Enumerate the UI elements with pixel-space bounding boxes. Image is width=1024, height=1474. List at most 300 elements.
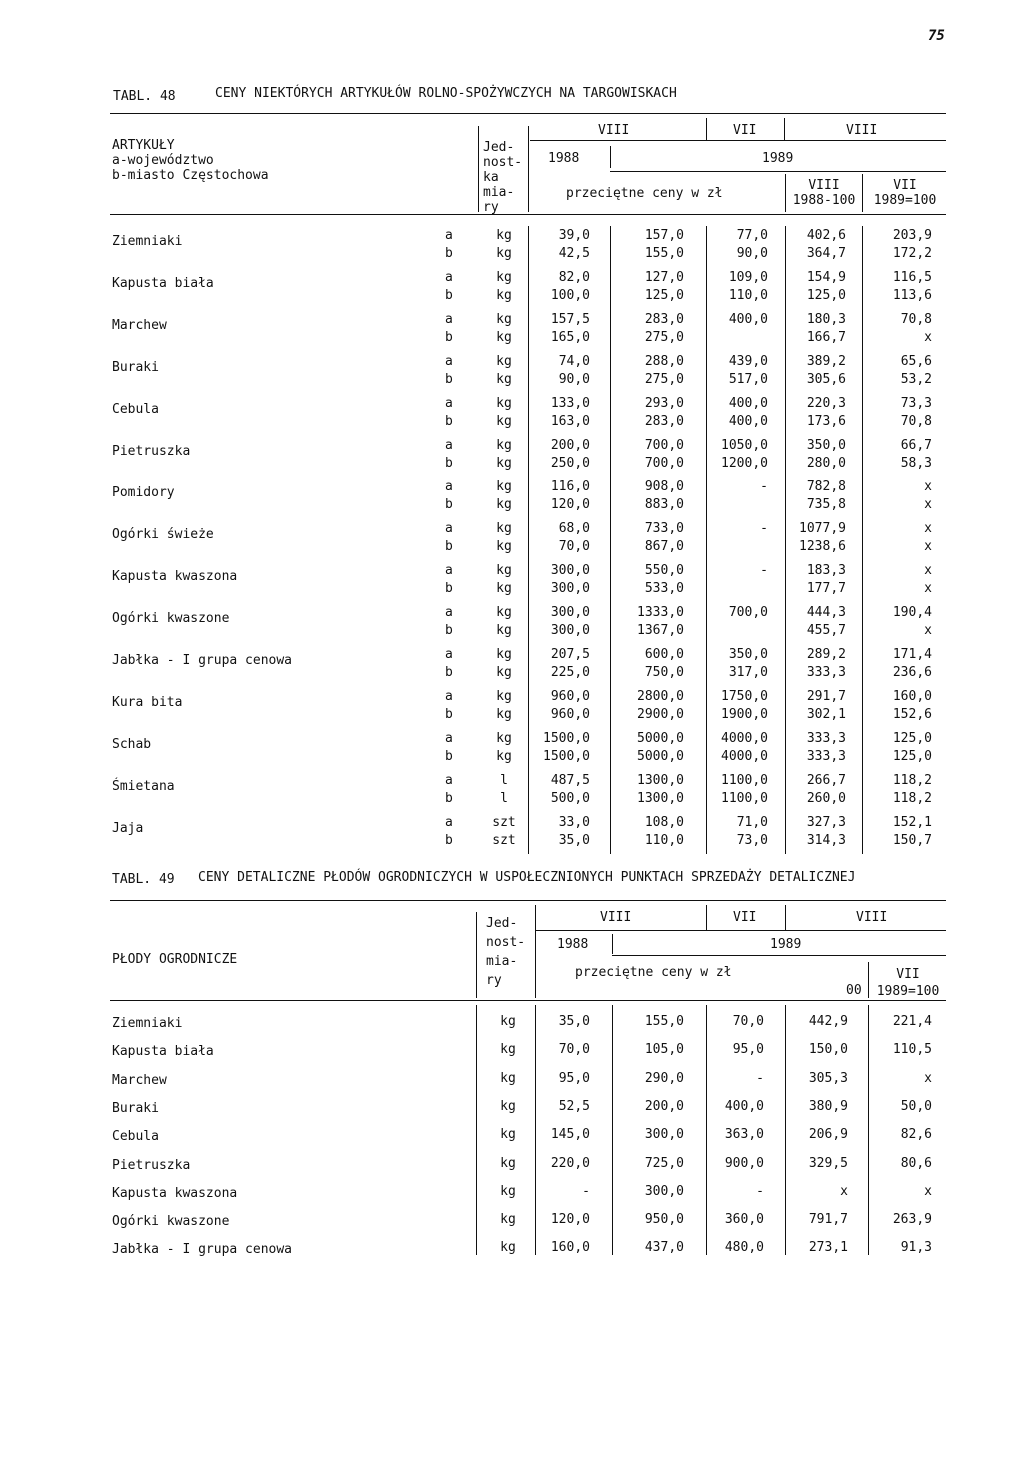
value-cell: 180,3 — [806, 311, 846, 327]
year-header: 1989 — [770, 937, 802, 952]
value-cell: 95,0 — [732, 1042, 764, 1058]
unit-cell: kg — [500, 1183, 516, 1199]
value-cell: 109,0 — [728, 269, 768, 285]
value-cell: 166,7 — [806, 329, 846, 345]
value-cell: 5000,0 — [637, 730, 684, 746]
row-name: Ogórki kwaszone — [112, 611, 230, 627]
unit-cell: kg — [500, 1212, 516, 1228]
value-cell: 439,0 — [728, 353, 768, 369]
table-48-label: TABL. 48 — [113, 89, 176, 104]
row-variant-a: a — [445, 563, 453, 579]
unit-cell: szt — [492, 832, 516, 848]
value-cell: 517,0 — [728, 371, 768, 387]
value-cell: 389,2 — [806, 353, 846, 369]
value-cell: 190,4 — [892, 605, 932, 621]
row-name: Jabłka - I grupa cenowa — [112, 653, 293, 668]
unit-cell: kg — [496, 605, 512, 621]
value-cell: 77,0 — [736, 228, 768, 243]
unit-cell: kg — [500, 1042, 516, 1058]
value-cell: 900,0 — [724, 1155, 764, 1171]
month-header: VIII — [598, 123, 630, 138]
value-cell: 291,7 — [806, 688, 846, 704]
value-cell: 360,0 — [724, 1212, 764, 1228]
value-cell: x — [924, 563, 932, 579]
value-cell: 91,3 — [900, 1240, 932, 1256]
value-cell: - — [760, 479, 768, 495]
value-cell: 960,0 — [550, 706, 590, 722]
value-cell: 273,1 — [808, 1240, 848, 1256]
value-cell: 116,0 — [550, 479, 590, 495]
value-cell: 908,0 — [644, 479, 684, 495]
value-cell: 1750,0 — [721, 688, 768, 704]
value-cell: 200,0 — [644, 1098, 684, 1114]
value-cell: 165,0 — [550, 329, 590, 345]
value-cell: 293,0 — [644, 395, 684, 411]
value-cell: 305,3 — [808, 1070, 848, 1086]
value-cell: x — [924, 521, 932, 537]
value-cell: 442,9 — [808, 1014, 848, 1029]
value-cell: 125,0 — [892, 730, 932, 746]
value-cell: 350,0 — [728, 647, 768, 662]
value-cell: 290,0 — [644, 1070, 684, 1086]
unit-cell: kg — [496, 437, 512, 453]
value-cell: 1200,0 — [721, 455, 768, 471]
row-name: Marchew — [112, 317, 167, 333]
table-48-title: CENY NIEKTÓRYCH ARTYKUŁÓW ROLNO-SPOŻYWCZYCH NA TARGOWISKACH — [215, 86, 677, 101]
unit-cell: kg — [500, 1127, 516, 1143]
value-cell: 1300,0 — [637, 772, 684, 788]
page-number: 75 — [928, 28, 945, 44]
value-cell: 35,0 — [558, 1014, 590, 1029]
row-name: Śmietana — [112, 778, 175, 794]
row-variant-a: a — [445, 395, 453, 411]
row-variant-a: a — [445, 647, 453, 662]
row-variant-b: b — [445, 665, 453, 680]
month-header: VIII — [846, 123, 878, 138]
row-variant-a: a — [445, 437, 453, 453]
value-cell: - — [756, 1183, 764, 1199]
value-cell: 155,0 — [644, 1014, 684, 1029]
value-cell: 120,0 — [550, 1212, 590, 1228]
index-header-1: VIII 1988-100 — [792, 178, 856, 208]
row-name: Pomidory — [112, 485, 175, 501]
value-cell: 791,7 — [808, 1212, 848, 1228]
value-cell: 300,0 — [644, 1183, 684, 1199]
value-cell: 118,2 — [892, 772, 932, 788]
value-cell: 70,8 — [900, 311, 932, 327]
value-cell: 90,0 — [736, 246, 768, 261]
unit-cell: kg — [496, 665, 512, 680]
value-cell: 1050,0 — [721, 437, 768, 453]
value-cell: 725,0 — [644, 1155, 684, 1171]
value-cell: 50,0 — [900, 1098, 932, 1114]
unit-cell: kg — [496, 706, 512, 722]
row-variant-b: b — [445, 790, 453, 806]
row-variant-a: a — [445, 521, 453, 537]
value-cell: x — [924, 539, 932, 555]
value-cell: 125,0 — [892, 748, 932, 764]
value-cell: 225,0 — [550, 665, 590, 680]
value-cell: 157,0 — [644, 228, 684, 243]
row-name: Jaja — [112, 820, 144, 836]
value-cell: 487,5 — [550, 772, 590, 788]
value-cell: 133,0 — [550, 395, 590, 411]
row-variant-b: b — [445, 287, 453, 303]
value-cell: 80,6 — [900, 1155, 932, 1171]
value-cell: 150,7 — [892, 832, 932, 848]
value-cell: x — [924, 623, 932, 639]
year-header: 1988 — [548, 151, 580, 166]
value-cell: 283,0 — [644, 311, 684, 327]
value-cell: 73,3 — [900, 395, 932, 411]
value-cell: 333,3 — [806, 748, 846, 764]
value-cell: - — [760, 521, 768, 537]
row-variant-a: a — [445, 688, 453, 704]
month-header: VIII — [856, 910, 888, 925]
value-cell: 782,8 — [806, 479, 846, 495]
row-name: Schab — [112, 736, 152, 752]
row-name: Marchew — [112, 1072, 167, 1088]
row-name: Kapusta kwaszona — [112, 1185, 238, 1201]
year-header: 1988 — [557, 937, 589, 952]
value-cell: 1367,0 — [637, 623, 684, 639]
unit-cell: kg — [496, 395, 512, 411]
value-cell: 400,0 — [728, 413, 768, 429]
value-cell: 206,9 — [808, 1127, 848, 1143]
col-unit-header: Jed- nost- mia- ry — [486, 916, 526, 988]
value-cell: 150,0 — [808, 1042, 848, 1058]
value-cell: 125,0 — [644, 287, 684, 303]
value-cell: 883,0 — [644, 497, 684, 513]
value-cell: 735,8 — [806, 497, 846, 513]
row-variant-a: a — [445, 269, 453, 285]
value-cell: 68,0 — [558, 521, 590, 537]
unit-cell: kg — [496, 748, 512, 764]
row-variant-a: a — [445, 814, 453, 830]
row-name: Kapusta biała — [112, 1044, 214, 1060]
row-variant-a: a — [445, 730, 453, 746]
row-variant-a: a — [445, 772, 453, 788]
row-name: Buraki — [112, 1100, 159, 1116]
unit-cell: kg — [496, 329, 512, 345]
value-cell: 4000,0 — [721, 748, 768, 764]
value-cell: x — [924, 1070, 932, 1086]
value-cell: 74,0 — [558, 353, 590, 369]
value-cell: 35,0 — [558, 832, 590, 848]
col-products-header: PŁODY OGRODNICZE — [112, 952, 238, 967]
value-cell: 82,6 — [900, 1127, 932, 1143]
unit-cell: kg — [496, 730, 512, 746]
value-cell: 220,0 — [550, 1155, 590, 1171]
value-cell: 263,9 — [892, 1212, 932, 1228]
value-cell: x — [924, 581, 932, 597]
value-cell: 183,3 — [806, 563, 846, 579]
value-cell: 95,0 — [558, 1070, 590, 1086]
unit-cell: kg — [496, 539, 512, 555]
value-cell: 125,0 — [806, 287, 846, 303]
unit-cell: kg — [496, 371, 512, 387]
value-cell: 455,7 — [806, 623, 846, 639]
value-cell: 110,0 — [728, 287, 768, 303]
value-cell: 402,6 — [806, 228, 846, 243]
value-cell: 108,0 — [644, 814, 684, 830]
value-cell: 113,6 — [892, 287, 932, 303]
row-name: Kapusta kwaszona — [112, 569, 238, 585]
value-cell: 145,0 — [550, 1127, 590, 1143]
value-cell: 302,1 — [806, 706, 846, 722]
value-cell: 4000,0 — [721, 730, 768, 746]
value-cell: 1238,6 — [799, 539, 846, 555]
value-cell: 288,0 — [644, 353, 684, 369]
index-header-2: VII 1989=100 — [876, 967, 940, 999]
value-cell: 203,9 — [892, 228, 932, 243]
col-unit-header: Jed- nost- ka mia- ry — [483, 140, 523, 215]
value-cell: 65,6 — [900, 353, 932, 369]
table-49-label: TABL. 49 — [112, 872, 175, 887]
value-cell: 437,0 — [644, 1240, 684, 1256]
value-cell: 220,3 — [806, 395, 846, 411]
value-cell: 155,0 — [644, 246, 684, 261]
row-name: Ogórki świeże — [112, 527, 214, 543]
value-cell: 53,2 — [900, 371, 932, 387]
unit-cell: kg — [496, 228, 512, 243]
value-cell: 300,0 — [550, 605, 590, 621]
value-cell: 444,3 — [806, 605, 846, 621]
value-cell: 750,0 — [644, 665, 684, 680]
value-cell: 236,6 — [892, 665, 932, 680]
value-cell: 58,3 — [900, 455, 932, 471]
value-cell: 283,0 — [644, 413, 684, 429]
value-cell: 39,0 — [558, 228, 590, 243]
value-cell: 70,0 — [558, 539, 590, 555]
value-cell: 333,3 — [806, 730, 846, 746]
unit-cell: kg — [496, 455, 512, 471]
value-cell: 66,7 — [900, 437, 932, 453]
unit-cell: kg — [496, 623, 512, 639]
value-cell: 533,0 — [644, 581, 684, 597]
row-name: Kapusta biała — [112, 275, 214, 291]
value-cell: 1500,0 — [543, 730, 590, 746]
value-cell: 300,0 — [550, 581, 590, 597]
month-header: VIII — [600, 910, 632, 925]
unit-cell: szt — [492, 814, 516, 830]
value-cell: 127,0 — [644, 269, 684, 285]
row-variant-b: b — [445, 371, 453, 387]
value-cell: 152,6 — [892, 706, 932, 722]
value-cell: 177,7 — [806, 581, 846, 597]
row-name: Ziemniaki — [112, 1016, 183, 1031]
row-variant-b: b — [445, 832, 453, 848]
value-cell: 317,0 — [728, 665, 768, 680]
value-cell: 600,0 — [644, 647, 684, 662]
value-cell: 314,3 — [806, 832, 846, 848]
value-cell: 5000,0 — [637, 748, 684, 764]
month-header: VII — [733, 123, 757, 138]
value-cell: - — [760, 563, 768, 579]
value-cell: - — [582, 1183, 590, 1199]
value-cell: 90,0 — [558, 371, 590, 387]
unit-cell: kg — [496, 581, 512, 597]
value-cell: 500,0 — [550, 790, 590, 806]
value-cell: 250,0 — [550, 455, 590, 471]
value-cell: 152,1 — [892, 814, 932, 830]
index-header-1: 00 — [846, 983, 862, 998]
value-cell: 173,6 — [806, 413, 846, 429]
value-cell: 1900,0 — [721, 706, 768, 722]
value-cell: 700,0 — [644, 437, 684, 453]
row-name: Jabłka - I grupa cenowa — [112, 1242, 293, 1258]
unit-cell: kg — [496, 353, 512, 369]
unit-cell: kg — [500, 1014, 516, 1029]
value-cell: 71,0 — [736, 814, 768, 830]
row-variant-a: a — [445, 605, 453, 621]
table-49-title: CENY DETALICZNE PŁODÓW OGRODNICZYCH W USPOŁECZNIONYCH PUNKTACH SPRZEDAŻY DETALICZNEJ — [198, 870, 856, 885]
unit-cell: kg — [496, 479, 512, 495]
value-cell: 350,0 — [806, 437, 846, 453]
value-cell: 1333,0 — [637, 605, 684, 621]
value-cell: - — [756, 1070, 764, 1086]
unit-cell: kg — [496, 521, 512, 537]
value-cell: 110,5 — [892, 1042, 932, 1058]
value-cell: 172,2 — [892, 246, 932, 261]
value-cell: 116,5 — [892, 269, 932, 285]
row-variant-a: a — [445, 479, 453, 495]
unit-cell: kg — [500, 1240, 516, 1256]
col-articles-header: ARTYKUŁY a-województwo b-miasto Częstochowa — [112, 138, 269, 183]
unit-cell: kg — [496, 269, 512, 285]
value-cell: 550,0 — [644, 563, 684, 579]
value-cell: 867,0 — [644, 539, 684, 555]
row-name: Kura bita — [112, 694, 183, 710]
row-variant-b: b — [445, 581, 453, 597]
row-variant-a: a — [445, 353, 453, 369]
index-header-2: VII 1989=100 — [873, 178, 937, 208]
value-cell: 33,0 — [558, 814, 590, 830]
value-cell: 480,0 — [724, 1240, 764, 1256]
value-cell: 260,0 — [806, 790, 846, 806]
value-cell: 300,0 — [550, 563, 590, 579]
value-cell: x — [924, 479, 932, 495]
value-cell: 70,0 — [558, 1042, 590, 1058]
value-cell: 110,0 — [644, 832, 684, 848]
unit-cell: kg — [496, 246, 512, 261]
row-variant-b: b — [445, 455, 453, 471]
row-variant-b: b — [445, 497, 453, 513]
row-name: Ogórki kwaszone — [112, 1214, 230, 1230]
value-cell: 73,0 — [736, 832, 768, 848]
value-cell: 300,0 — [550, 623, 590, 639]
value-cell: 160,0 — [550, 1240, 590, 1256]
month-header: VII — [733, 910, 757, 925]
row-name: Pietruszka — [112, 1157, 191, 1173]
value-cell: 960,0 — [550, 688, 590, 704]
value-cell: 275,0 — [644, 371, 684, 387]
value-cell: 1500,0 — [543, 748, 590, 764]
value-cell: x — [924, 329, 932, 345]
value-cell: x — [924, 1183, 932, 1199]
value-cell: 118,2 — [892, 790, 932, 806]
value-cell: 160,0 — [892, 688, 932, 704]
value-cell: 1100,0 — [721, 790, 768, 806]
row-name: Cebula — [112, 401, 159, 417]
value-cell: 207,5 — [550, 647, 590, 662]
value-cell: 82,0 — [558, 269, 590, 285]
value-cell: 163,0 — [550, 413, 590, 429]
value-cell: 700,0 — [728, 605, 768, 621]
value-cell: 333,3 — [806, 665, 846, 680]
value-cell: 300,0 — [644, 1127, 684, 1143]
year-header: 1989 — [762, 151, 794, 166]
row-variant-a: a — [445, 228, 453, 243]
value-cell: 52,5 — [558, 1098, 590, 1114]
value-cell: 400,0 — [724, 1098, 764, 1114]
unit-cell: kg — [496, 287, 512, 303]
value-cell: 42,5 — [558, 246, 590, 261]
value-cell: 266,7 — [806, 772, 846, 788]
value-cell: 157,5 — [550, 311, 590, 327]
value-cell: 120,0 — [550, 497, 590, 513]
value-cell: 364,7 — [806, 246, 846, 261]
value-cell: 400,0 — [728, 395, 768, 411]
value-cell: 2800,0 — [637, 688, 684, 704]
unit-cell: kg — [500, 1070, 516, 1086]
value-cell: 154,9 — [806, 269, 846, 285]
value-cell: 70,0 — [732, 1014, 764, 1029]
unit-cell: kg — [496, 497, 512, 513]
row-variant-b: b — [445, 329, 453, 345]
value-cell: 275,0 — [644, 329, 684, 345]
unit-cell: l — [500, 790, 508, 806]
value-cell: 363,0 — [724, 1127, 764, 1143]
row-variant-b: b — [445, 246, 453, 261]
row-name: Cebula — [112, 1129, 159, 1145]
unit-cell: kg — [496, 413, 512, 429]
unit-cell: kg — [496, 311, 512, 327]
row-name: Buraki — [112, 359, 159, 375]
value-cell: x — [924, 497, 932, 513]
value-cell: 700,0 — [644, 455, 684, 471]
value-cell: 1077,9 — [799, 521, 846, 537]
value-cell: 280,0 — [806, 455, 846, 471]
row-name: Pietruszka — [112, 443, 191, 459]
value-cell: 950,0 — [644, 1212, 684, 1228]
value-cell: 100,0 — [550, 287, 590, 303]
value-cell: 105,0 — [644, 1042, 684, 1058]
value-cell: 171,4 — [892, 647, 932, 662]
unit-cell: kg — [500, 1155, 516, 1171]
value-cell: 329,5 — [808, 1155, 848, 1171]
row-variant-b: b — [445, 623, 453, 639]
avg-prices-header: przeciętne ceny w zł — [566, 186, 723, 201]
value-cell: 400,0 — [728, 311, 768, 327]
value-cell: 70,8 — [900, 413, 932, 429]
value-cell: 221,4 — [892, 1014, 932, 1029]
value-cell: 2900,0 — [637, 706, 684, 722]
value-cell: 200,0 — [550, 437, 590, 453]
row-variant-b: b — [445, 413, 453, 429]
row-name: Ziemniaki — [112, 234, 183, 249]
row-variant-a: a — [445, 311, 453, 327]
unit-cell: kg — [500, 1098, 516, 1114]
unit-cell: kg — [496, 647, 512, 662]
value-cell: 1100,0 — [721, 772, 768, 788]
value-cell: 289,2 — [806, 647, 846, 662]
value-cell: 1300,0 — [637, 790, 684, 806]
value-cell: 380,9 — [808, 1098, 848, 1114]
avg-prices-header: przeciętne ceny w zł — [575, 965, 732, 980]
row-variant-b: b — [445, 539, 453, 555]
value-cell: 327,3 — [806, 814, 846, 830]
